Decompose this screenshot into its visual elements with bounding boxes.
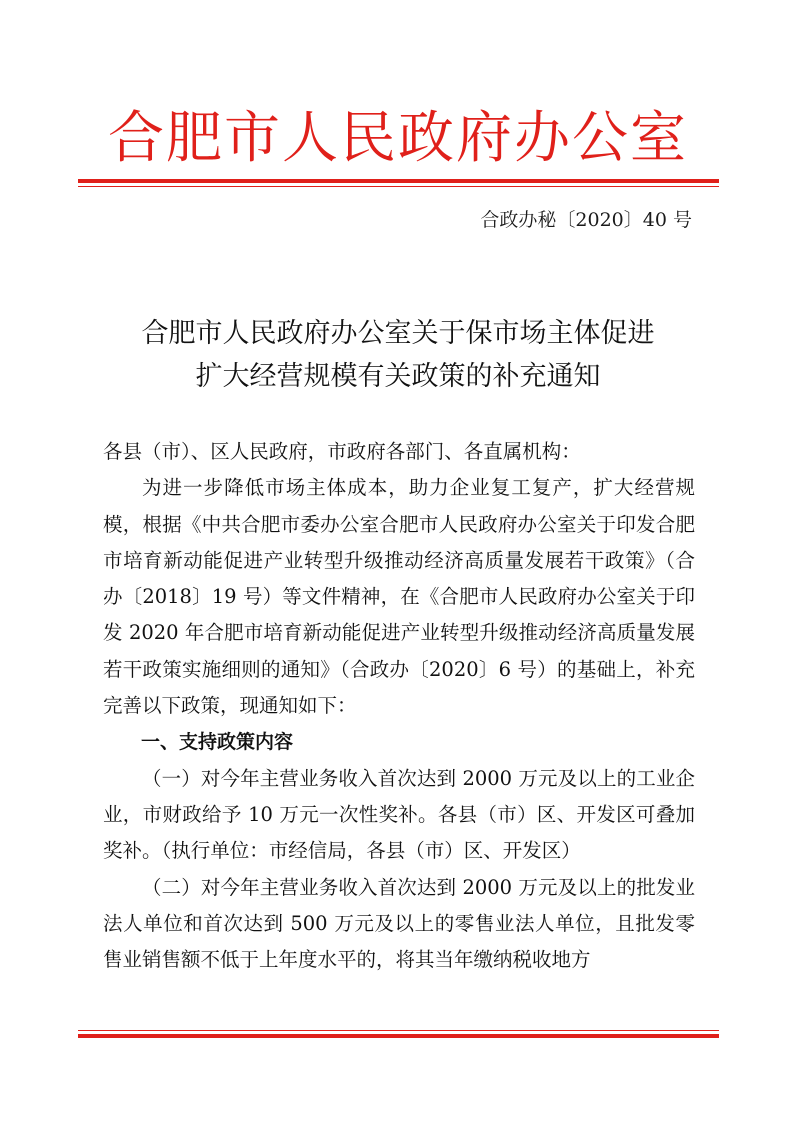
- policy-item-2: （二）对今年主营业务收入首次达到 2000 万元及以上的批发业法人单位和首次达到 500 万元及以上的零售业法人单位，且批发零售业销售额不低于上年度水平的，将其当年缴纳税收地方: [103, 875, 695, 972]
- document-body: [103, 434, 695, 978]
- office-title: 合肥市人民政府办公室: [108, 106, 688, 171]
- policy-item-1-executor: （执行单位：市经信局，各县（市）区、开发区）: [161, 839, 581, 863]
- footer-red-rule-thin: [78, 1030, 719, 1031]
- document-title-line-1: 合肥市人民政府办公室关于保市场主体促进: [141, 318, 655, 349]
- header-red-rule-thin: [78, 186, 719, 187]
- footer-red-rule-thick: [78, 1034, 719, 1038]
- intro-paragraph: 为进一步降低市场主体成本，助力企业复工复产，扩大经营规模，根据《中共合肥市委办公室合肥市人民政府办公室关于印发合肥市培育新动能促进产业转型升级推动经济高质量发展若干政策》（合办〔2018〕19 号）等文件精神，在《合肥市人民政府办公室关于印发 2020 年合肥市培育新动能促进产业转型升级推动经济高质量发展若干政策实施细则的通知》（合政办〔2020〕6 号）的基础上，补充完善以下政策，现通知如下：: [103, 476, 695, 718]
- document-title: [0, 312, 796, 398]
- document-title-line-2: 扩大经营规模有关政策的补充通知: [195, 361, 601, 392]
- document-number: 合政办秘〔2020〕40 号: [480, 209, 692, 231]
- salutation: 各县（市）、区人民政府，市政府各部门、各直属机构：: [103, 440, 581, 463]
- policy-item-1: [103, 761, 695, 870]
- section-heading: 一、支持政策内容: [141, 731, 294, 754]
- policy-item-1-text: （一）对今年主营业务收入首次达到 2000 万元及以上的工业企业，市财政给予 10 万元一次性奖补。各县（市）区、开发区可叠加奖补。: [103, 766, 695, 863]
- header-red-rule-thick: [78, 179, 719, 183]
